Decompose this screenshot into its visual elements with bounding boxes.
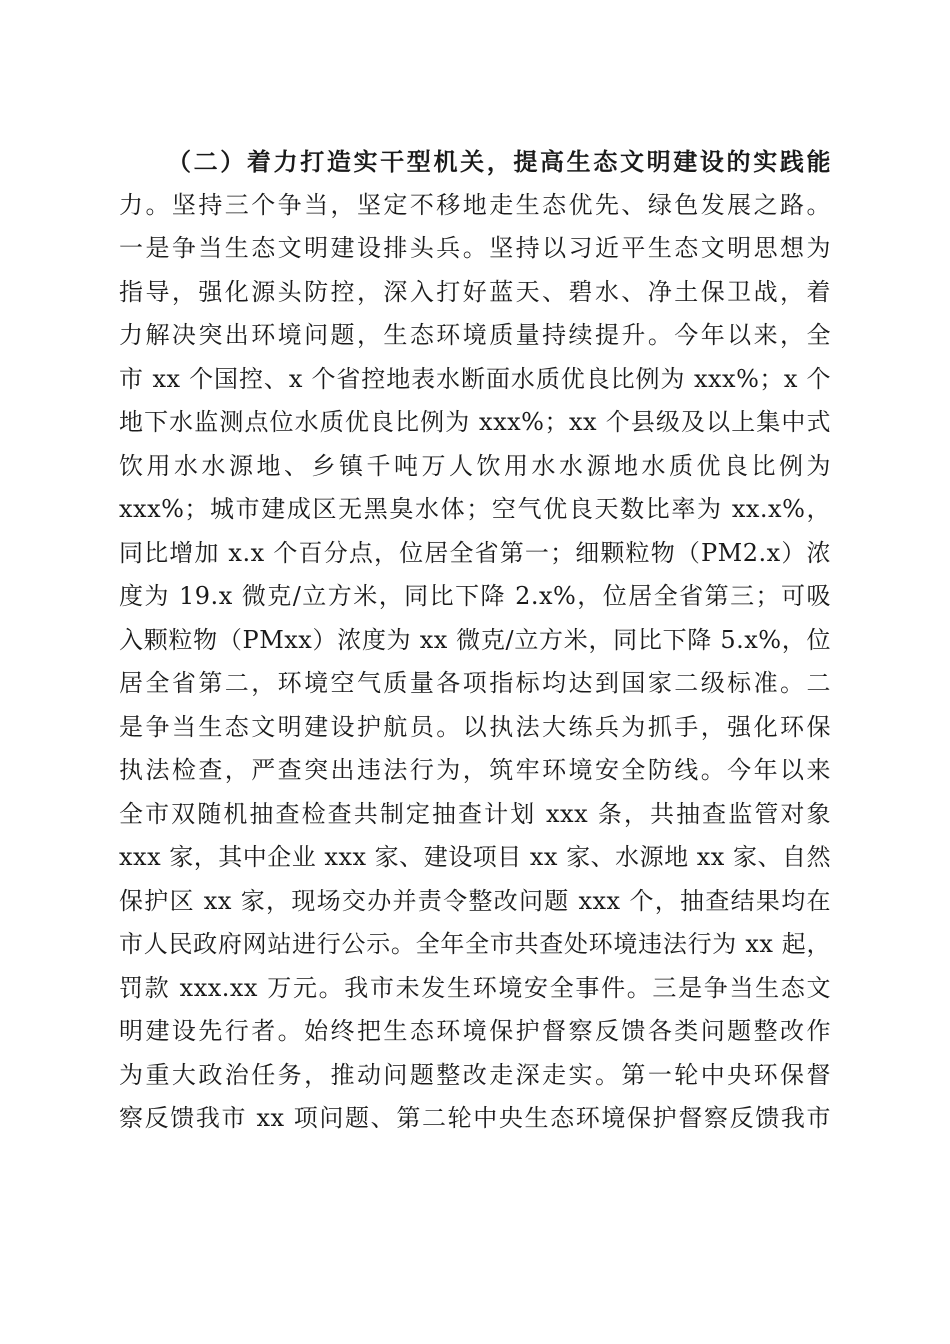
- text-line: 力。坚持三个争当，坚定不移地走生态优先、绿色发展之路。: [119, 190, 831, 219]
- text-line: 保护区 xx 家，现场交办并责令整改问题 xxx 个，抽查结果均在: [119, 886, 831, 915]
- text-line: 入颗粒物（PMxx）浓度为 xx 微克/立方米，同比下降 5.x%，位: [119, 625, 831, 654]
- text-line: 察反馈我市 xx 项问题、第二轮中央生态环境保护督察反馈我市: [119, 1104, 831, 1132]
- text-line: 市人民政府网站进行公示。全年全市共查处环境违法行为 xx 起，: [119, 930, 831, 958]
- text-line: 同比增加 x.x 个百分点，位居全省第一；细颗粒物（PM2.x）浓: [119, 538, 831, 567]
- text-line: xxx%；城市建成区无黑臭水体；空气优良天数比率为 xx.x%，: [119, 495, 831, 523]
- body-paragraph: [119, 140, 831, 1141]
- text-line: 明建设先行者。始终把生态环境保护督察反馈各类问题整改作: [119, 1017, 831, 1045]
- section-heading-line: （二）着力打造实干型机关，提高生态文明建设的实践能: [167, 147, 831, 176]
- text-line: 全市双随机抽查检查共制定抽查计划 xxx 条，共抽查监管对象: [119, 799, 831, 828]
- text-line: 地下水监测点位水质优良比例为 xxx%；xx 个县级及以上集中式: [119, 408, 831, 436]
- text-line: 一是争当生态文明建设排头兵。坚持以习近平生态文明思想为: [119, 234, 831, 262]
- text-line: 执法检查，严查突出违法行为，筑牢环境安全防线。今年以来: [119, 756, 831, 784]
- text-line: 罚款 xxx.xx 万元。我市未发生环境安全事件。三是争当生态文: [119, 973, 831, 1002]
- text-line: 力解决突出环境问题，生态环境质量持续提升。今年以来，全: [119, 321, 831, 349]
- text-line: 市 xx 个国控、x 个省控地表水断面水质优良比例为 xxx%；x 个: [119, 364, 831, 393]
- text-line: 居全省第二，环境空气质量各项指标均达到国家二级标准。二: [119, 669, 831, 697]
- text-line: 为重大政治任务，推动问题整改走深走实。第一轮中央环保督: [119, 1060, 831, 1089]
- text-line: 度为 19.x 微克/立方米，同比下降 2.x%，位居全省第三；可吸: [119, 582, 831, 610]
- text-line: 饮用水水源地、乡镇千吨万人饮用水水源地水质优良比例为: [119, 451, 831, 480]
- text-line: 是争当生态文明建设护航员。以执法大练兵为抓手，强化环保: [119, 712, 831, 741]
- text-line: xxx 家，其中企业 xxx 家、建设项目 xx 家、水源地 xx 家、自然: [119, 843, 831, 871]
- text-line: 指导，强化源头防控，深入打好蓝天、碧水、净土保卫战，着: [119, 277, 831, 306]
